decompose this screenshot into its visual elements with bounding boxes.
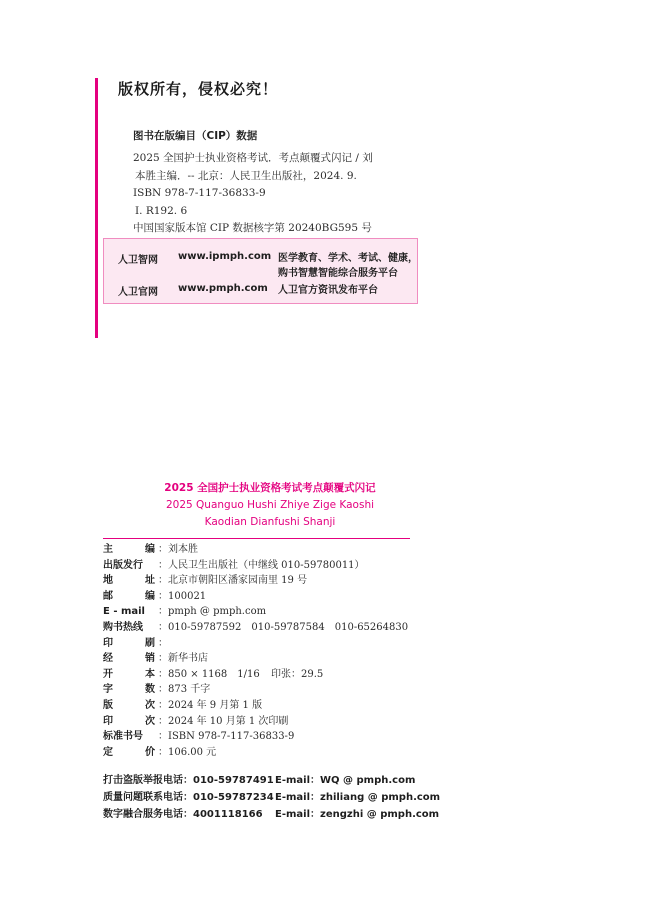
info-value: ：100021 [158,590,207,602]
info-value: ： [158,637,168,649]
info-label: 出版发行 [103,559,143,571]
cip-data-block [133,150,373,238]
info-value: ：850 × 1168 1/16 [158,668,260,680]
book-title-pinyin: Kaodian Dianfushi Shanji [204,516,336,528]
cip-heading: 图书在版编目（CIP）数据 [133,130,258,142]
cip-line: 2025 全国护士执业资格考试．考点颠覆式闪记 / 刘 [133,152,373,164]
website-url[interactable]: www.ipmph.com [178,251,272,262]
info-value: ：010-59787592 010-59787584 010-65264830 [158,621,409,633]
info-label: 标准书号 [103,731,143,743]
info-label: 字 数 [103,684,155,696]
website-description-line: 购书智慧智能综合服务平台 [278,268,398,279]
book-title-chinese: 2025 全国护士执业资格考试考点颠覆式闪记 [164,482,376,494]
info-label: 印 刷 [103,637,155,649]
contact-phone: 打击盗版举报电话：010-59787491 [103,775,274,786]
title-divider [103,538,410,539]
info-value: ：873 千字 [158,684,211,696]
info-value: ：北京市朝阳区潘家园南里 19 号 [158,575,308,587]
contact-email[interactable]: E-mail：WQ @ pmph.com [275,775,416,786]
info-label: 开 本 [103,668,155,680]
info-value: ：2024 年 10 月第 1 次印刷 [158,715,289,727]
accent-vertical-rule [95,78,98,338]
copyright-notice: 版权所有，侵权必究！ [118,80,279,98]
contact-email[interactable]: E-mail：zengzhi @ pmph.com [275,809,440,820]
info-label: 地 址 [103,575,155,587]
info-value: ：人民卫生出版社（中继线 010-59780011） [158,559,365,571]
info-label: 定 价 [103,746,155,758]
info-label: 购书热线 [103,621,143,633]
cip-line: 本胜主编．-- 北京：人民卫生出版社，2024. 9. [135,169,357,182]
info-label: 经 销 [103,653,155,665]
info-label: 邮 编 [103,590,155,602]
contact-phone: 质量问题联系电话：010-59787234 [103,792,274,803]
website-url[interactable]: www.pmph.com [178,283,268,294]
website-name: 人卫智网 [118,255,158,266]
website-description-line: 医学教育、学术、考试、健康， [278,253,418,264]
info-value: ：106.00 元 [158,746,217,758]
info-label: 版 次 [103,699,155,711]
info-label: 主 编 [103,544,155,555]
website-info-box [103,238,418,304]
cip-line: Ⅰ. R192. 6 [135,204,188,217]
info-value: ：2024 年 9 月第 1 版 [158,699,263,711]
website-name: 人卫官网 [118,287,158,298]
website-description: 人卫官方资讯发布平台 [278,285,378,296]
info-label: E - mail [103,606,145,618]
info-value: ：pmph @ pmph.com [158,606,267,618]
cip-line: ISBN 978-7-117-36833-9 [133,187,266,199]
info-value: ：刘本胜 [158,544,198,555]
info-extra-value: 印张：29.5 [271,668,324,680]
book-title-pinyin: 2025 Quanguo Hushi Zhiye Zige Kaoshi [165,499,375,511]
book-title-block [0,480,540,531]
contact-phone: 数字融合服务电话：4001118166 [103,809,263,820]
website-description [278,251,418,281]
info-label: 印 次 [103,715,155,727]
cip-line: 中国国家版本馆 CIP 数据核字第 20240BG595 号 [133,222,372,234]
contact-email[interactable]: E-mail：zhiliang @ pmph.com [275,792,441,803]
info-value: ：ISBN 978-7-117-36833-9 [158,731,295,743]
info-value: ：新华书店 [158,653,208,665]
